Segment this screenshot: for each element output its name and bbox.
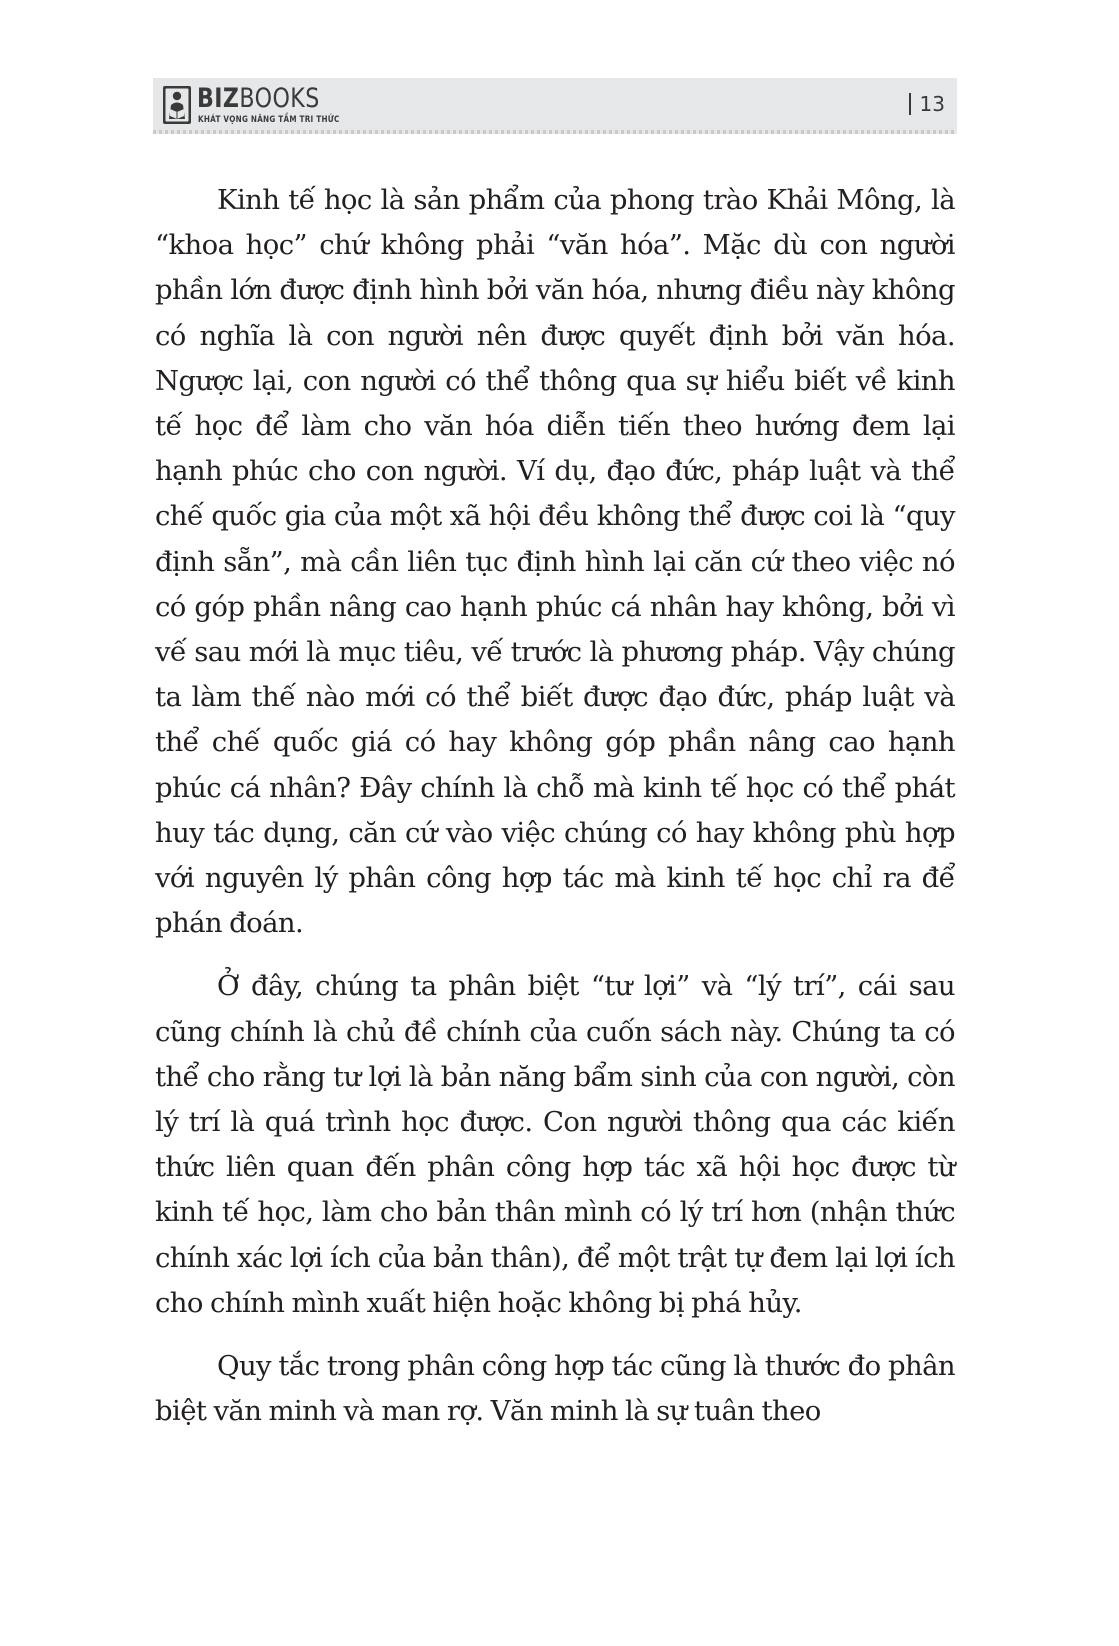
page-number-separator xyxy=(909,93,911,115)
paragraph: Ở đây, chúng ta phân biệt “tư lợi” và “lý trí”, cái sau cũng chính là chủ đề chính của cuốn sách này. Chúng ta có thể cho rằng tư lợi là bản năng bẩm sinh của con người, còn lý trí là quá trình học được. Con người thông qua các kiến thức liên quan đến phân công hợp tác xã hội học được từ kinh tế học, làm cho bản thân mình có lý trí hơn (nhận thức chính xác lợi ích của bản thân), để một trật tự đem lại lợi ích cho chính mình xuất hiện hoặc không bị phá hủy. xyxy=(155,970,955,1319)
body-text xyxy=(155,178,955,1452)
page-number-value: 13 xyxy=(919,92,945,116)
brand-name xyxy=(197,84,320,114)
brand-name-bold: BIZ xyxy=(197,83,240,114)
paragraph: Kinh tế học là sản phẩm của phong trào Khải Mông, là “khoa học” chứ không phải “văn hóa”. Mặc dù con người phần lớn được định hình bởi văn hóa, nhưng điều này không có nghĩa là con người nên được quyết định bởi văn hóa. Ngược lại, con người có thể thông qua sự hiểu biết về kinh tế học để làm cho văn hóa diễn tiến theo hướng đem lại hạnh phúc cho con người. Ví dụ, đạo đức, pháp luật và thể chế quốc gia của một xã hội đều không thể được coi là “quy định sẵn”, mà cần liên tục định hình lại căn cứ theo việc nó có góp phần nâng cao hạnh phúc cá nhân hay không, bởi vì vế sau mới là mục tiêu, vế trước là phương pháp. Vậy chúng ta làm thế nào mới có thể biết được đạo đức, pháp luật và thể chế quốc giá có hay không góp phần nâng cao hạnh phúc cá nhân? Đây chính là chỗ mà kinh tế học có thể phát huy tác dụng, căn cứ vào việc chúng có hay không phù hợp với nguyên lý phân công hợp tác mà kinh tế học chỉ ra để phán đoán. xyxy=(155,184,955,940)
paragraph: Quy tắc trong phân công hợp tác cũng là thước đo phân biệt văn minh và man rợ. Văn minh là sự tuân theo xyxy=(155,1350,955,1428)
page-number xyxy=(909,92,945,116)
reading-person-emblem-icon xyxy=(162,85,192,125)
brand-tagline: KHÁT VỌNG NÂNG TẦM TRI THỨC xyxy=(198,115,340,125)
page-header xyxy=(153,78,957,134)
brand-name-light: BOOKS xyxy=(239,83,320,114)
